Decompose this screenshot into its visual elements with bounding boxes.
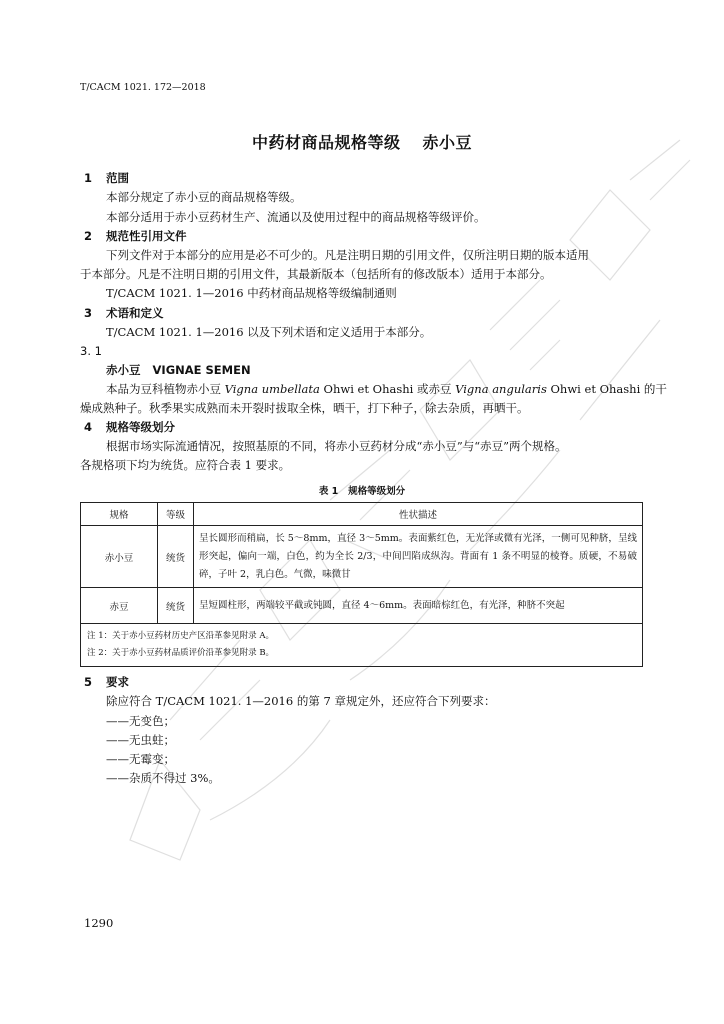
page-number: 1290 [84, 916, 114, 930]
page-title [0, 130, 724, 153]
title-main: 中药材商品规格等级 [251, 133, 401, 152]
requirement-item: ——杂质不得过 3%。 [106, 771, 220, 785]
section-2-p1-line2: 于本部分。凡是不注明日期的引用文件，其最新版本（包括所有的修改版本）适用于本部分。 [80, 267, 552, 281]
spec-grade-table [80, 502, 643, 667]
table-row [81, 526, 643, 588]
document-id: T/CACM 1021. 172—2018 [80, 82, 206, 93]
table-cell-desc: 呈短圆柱形，两端较平截或钝圆，直径 4～6mm。表面暗棕红色，有光泽，种脐不突起 [194, 588, 643, 624]
table-caption: 表 1 规格等级划分 [318, 486, 406, 497]
section-4-heading: 4 规格等级划分 [84, 420, 175, 434]
table-header-cell: 性状描述 [194, 503, 643, 526]
table-note: 注 2：关于赤小豆药材品质评价沿革参见附录 B。 [87, 648, 275, 658]
table-header-cell: 规格 [81, 503, 158, 526]
table-cell-grade: 统货 [158, 526, 194, 588]
table-header-cell: 等级 [158, 503, 194, 526]
section-2-reference: T/CACM 1021. 1—2016 中药材商品规格等级编制通则 [106, 286, 397, 300]
section-1-heading: 1 范围 [84, 171, 129, 185]
section-3-p1: T/CACM 1021. 1—2016 以及下列术语和定义适用于本部分。 [106, 325, 432, 339]
term-definition-line2: 燥成熟种子。秋季果实成熟而未开裂时拔取全株，晒干，打下种子，除去杂质，再晒干。 [80, 401, 529, 415]
section-2-heading: 2 规范性引用文件 [84, 229, 187, 243]
title-sub: 赤小豆 [422, 133, 473, 152]
term-definition-line1: 本品为豆科植物赤小豆 Vigna umbellata Ohwi et Ohashi 或赤豆 Vigna angularis Ohwi et Ohashi 的干 [106, 382, 667, 396]
requirement-item: ——无虫蛀； [106, 733, 175, 747]
table-cell-spec: 赤小豆 [81, 526, 158, 588]
section-3-1-number: 3. 1 [80, 344, 102, 358]
table-cell-spec: 赤豆 [81, 588, 158, 624]
requirement-item: ——无变色； [106, 714, 175, 728]
table-notes-row [81, 624, 643, 667]
section-4-p1-line1: 根据市场实际流通情况，按照基原的不同，将赤小豆药材分成“赤小豆”与“赤豆”两个规格。 [106, 439, 567, 453]
section-5-p1: 除应符合 T/CACM 1021. 1—2016 的第 7 章规定外，还应符合下列要求： [106, 694, 496, 708]
table-cell-grade: 统货 [158, 588, 194, 624]
table-row [81, 588, 643, 624]
section-2-p1-line1: 下列文件对于本部分的应用是必不可少的。凡是注明日期的引用文件，仅所注明日期的版本适用 [106, 248, 589, 262]
table-header-row [81, 503, 643, 526]
table-notes [81, 624, 643, 667]
table-note: 注 1：关于赤小豆药材历史产区沿革参见附录 A。 [87, 631, 274, 641]
section-1-p1: 本部分规定了赤小豆的商品规格等级。 [106, 190, 302, 204]
section-5-heading: 5 要求 [84, 675, 129, 689]
requirement-item: ——无霉变； [106, 752, 175, 766]
section-1-p2: 本部分适用于赤小豆药材生产、流通以及使用过程中的商品规格等级评价。 [106, 210, 486, 224]
section-4-p1-line2: 各规格项下均为统货。应符合表 1 要求。 [80, 458, 291, 472]
table-cell-desc: 呈长圆形而稍扁，长 5～8mm，直径 3～5mm。表面紫红色，无光泽或微有光泽，一侧可见种脐，呈线形突起，偏向一端，白色，约为全长 2/3，中间凹陷成纵沟。背面有 1 条不明显的棱脊。质硬，不易破碎，子叶 2，乳白色。气微，味微甘 [194, 526, 643, 588]
term-heading: 赤小豆 VIGNAE SEMEN [106, 363, 251, 377]
section-3-heading: 3 术语和定义 [84, 306, 164, 320]
